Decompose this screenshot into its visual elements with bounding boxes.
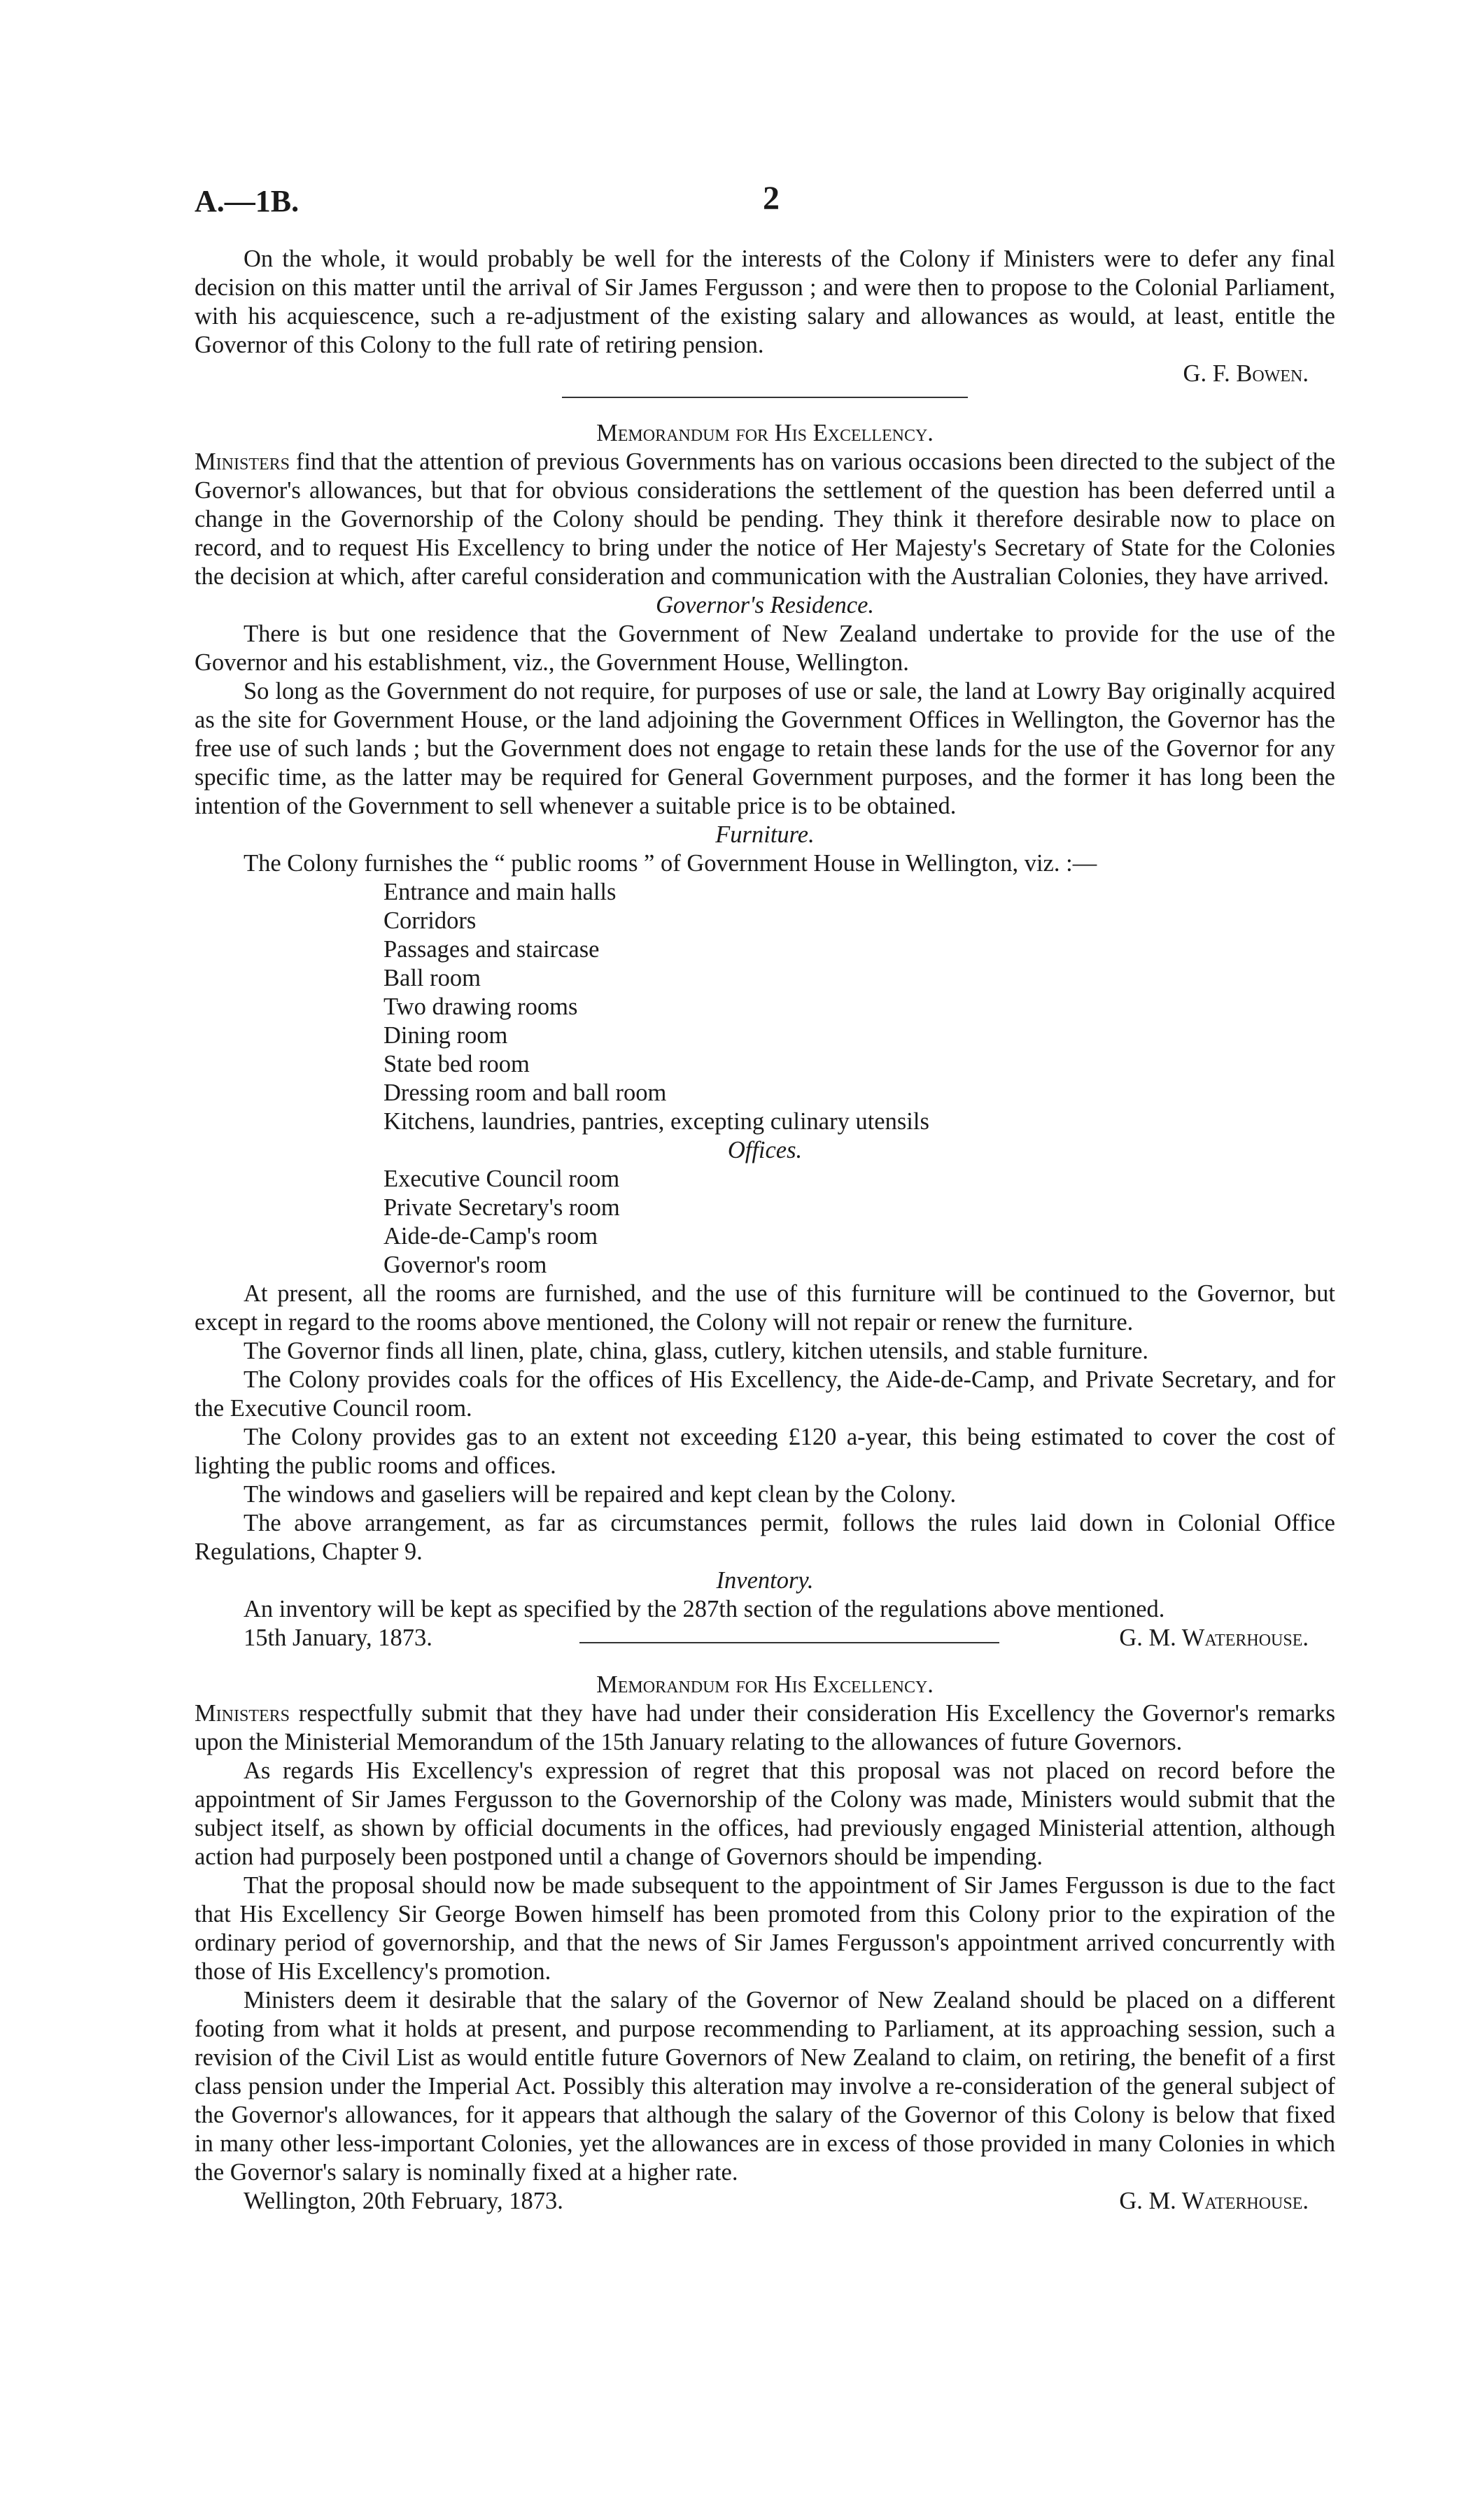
furniture-heading: Furniture. xyxy=(715,821,815,848)
memo1-opening-text: find that the attention of previous Governments has on various occasions been directed to the subject of the Governor's allowances, but that for obvious considerations the settlement of the question has been deferred until a change in the Governorship of the Colony should be pending. They think it therefore desirable now to place on record, and to request His Excellency to bring under the notice of Her Majesty's Secretary of State for the Colonies the decision at which, after careful consideration and communication with the Australian Colonies, they have arrived. xyxy=(195,448,1336,590)
spacer xyxy=(195,1652,1335,1671)
memo2-opening xyxy=(195,1699,1335,1757)
office-item: Governor's room xyxy=(383,1252,547,1278)
intro-paragraph: On the whole, it would probably be well for the interests of the Colony if Ministers were to defer any final decision on this matter until the arrival of Sir James Fergusson ; and were then to propose to the Colonial Parliament, with his acquiescence, such a re-adjustment of the existing salary and allowances as would, at least, entitle the Governor of this Colony to the full rate of retiring pension. xyxy=(195,246,1335,358)
document-id: A.—1B. xyxy=(195,184,300,218)
room-item: Passages and staircase xyxy=(383,936,600,963)
room-item: Two drawing rooms xyxy=(383,993,578,1020)
residence-paragraph-2: So long as the Government do not require, for purposes of use or sale, the land at Lowry Bay originally acquired as the site for Government House, or the land adjoining the Government Offices in Wellington, the Governor has the free use of such lands ; but the Government does not engage to retain these lands for the use of the Governor for any specific time, as the latter may be required for General Government purposes, and the former it has long been the intention of the Government to sell whenever a suitable price is to be obtained. xyxy=(195,678,1335,819)
memo2-salary-paragraph: Ministers deem it desirable that the salary of the Governor of New Zealand should be placed on a different footing from what it holds at present, and purpose recommending to Parliament, at its approaching session, such a revision of the Civil List as would entitle future Governors of New Zealand to claim, on retiring, the benefit of a first class pension under the Imperial Act. Possibly this alteration may involve a re-consideration of the general subject of the Governor's allowances, for it appears that although the salary of the Governor of this Colony is below that fixed in many other less-important Colonies, yet the allowances are in excess of those provided in many Colonies in which the Governor's salary is nominally fixed at a higher rate. xyxy=(195,1987,1335,2186)
memo1-lead-word: Ministers xyxy=(195,448,290,475)
room-item: Corridors xyxy=(383,907,477,934)
memo1-date: 15th January, 1873. xyxy=(244,1624,432,1651)
memo1-heading: Memorandum for His Excellency. xyxy=(596,420,934,446)
memo2-signature: G. M. Waterhouse. xyxy=(1119,2188,1309,2214)
page-number: 2 xyxy=(763,180,780,217)
offices-heading: Offices. xyxy=(727,1137,803,1163)
memo2-heading: Memorandum for His Excellency. xyxy=(596,1671,934,1698)
inventory-heading: Inventory. xyxy=(716,1567,814,1594)
offices-list xyxy=(195,1165,1335,1280)
section-divider xyxy=(579,1642,999,1643)
rooms-list xyxy=(195,878,1335,1136)
section-divider xyxy=(562,397,968,398)
room-item: Dining room xyxy=(383,1022,508,1049)
inventory-paragraph: An inventory will be kept as specified by the 287th section of the regulations above mentioned. xyxy=(244,1596,1165,1622)
regulations-paragraph: The above arrangement, as far as circumstances permit, follows the rules laid down in Colonial Office Regulations, Chapter 9. xyxy=(195,1510,1335,1565)
memo2-timing-paragraph: That the proposal should now be made subsequent to the appointment of Sir James Fergusson is due to the fact that His Excellency Sir George Bowen himself has been promoted from this Colony prior to the expiration of the ordinary period of governorship, and that the news of Sir James Fergusson's appointment arrived concurrently with those of His Excellency's promotion. xyxy=(195,1872,1335,1985)
memo2-lead-word: Ministers xyxy=(195,1700,290,1727)
room-item: Kitchens, laundries, pantries, excepting culinary utensils xyxy=(383,1108,929,1135)
room-item: Entrance and main halls xyxy=(383,879,617,905)
room-item: State bed room xyxy=(383,1051,530,1077)
residence-paragraph-1: There is but one residence that the Government of New Zealand undertake to provide for the use of the Governor and his establishment, viz., the Government House, Wellington. xyxy=(195,621,1335,676)
residence-heading: Governor's Residence. xyxy=(655,592,875,618)
office-item: Executive Council room xyxy=(383,1166,620,1192)
office-item: Aide-de-Camp's room xyxy=(383,1223,598,1250)
intro-signature: G. F. Bowen. xyxy=(1183,360,1309,387)
room-item: Ball room xyxy=(383,965,481,991)
gas-paragraph: The Colony provides gas to an extent not exceeding £120 a-year, this being estimated to cover the cost of lighting the public rooms and offices. xyxy=(195,1424,1335,1479)
room-item: Dressing room and ball room xyxy=(383,1080,667,1106)
windows-paragraph: The windows and gaseliers will be repaired and kept clean by the Colony. xyxy=(244,1481,957,1508)
governor-supplies-paragraph: The Governor finds all linen, plate, china, glass, cutlery, kitchen utensils, and stable furniture. xyxy=(244,1338,1149,1364)
memo2-opening-text: respectfully submit that they have had under their consideration His Excellency the Governor's remarks upon the Ministerial Memorandum of the 15th January relating to the allowances of future Governors. xyxy=(195,1700,1336,1755)
memo1-date-signature-line xyxy=(195,1624,1335,1652)
coals-paragraph: The Colony provides coals for the offices of His Excellency, the Aide-de-Camp, and Private Secretary, and for the Executive Council room. xyxy=(195,1366,1335,1422)
page-header xyxy=(195,180,1335,225)
memo1-signature: G. M. Waterhouse. xyxy=(1119,1624,1309,1651)
memo2-date-signature-line xyxy=(195,2187,1335,2216)
memo1-opening xyxy=(195,448,1335,591)
document-body xyxy=(195,245,1335,2216)
office-item: Private Secretary's room xyxy=(383,1194,620,1221)
memo2-date: Wellington, 20th February, 1873. xyxy=(244,2188,563,2214)
furniture-intro: The Colony furnishes the “ public rooms ” of Government House in Wellington, viz. :— xyxy=(244,850,1097,877)
memo2-regret-paragraph: As regards His Excellency's expression of regret that this proposal was not placed on record before the appointment of Sir James Fergusson to the Governorship of the Colony was made, Ministers would submit that the subject itself, as shown by official documents in the offices, had previously engaged Ministerial attention, although action had purposely been postponed until a change of Governors should be impending. xyxy=(195,1757,1335,1870)
furnishing-paragraph: At present, all the rooms are furnished, and the use of this furniture will be continued to the Governor, but except in regard to the rooms above mentioned, the Colony will not repair or renew the furniture. xyxy=(195,1280,1335,1336)
